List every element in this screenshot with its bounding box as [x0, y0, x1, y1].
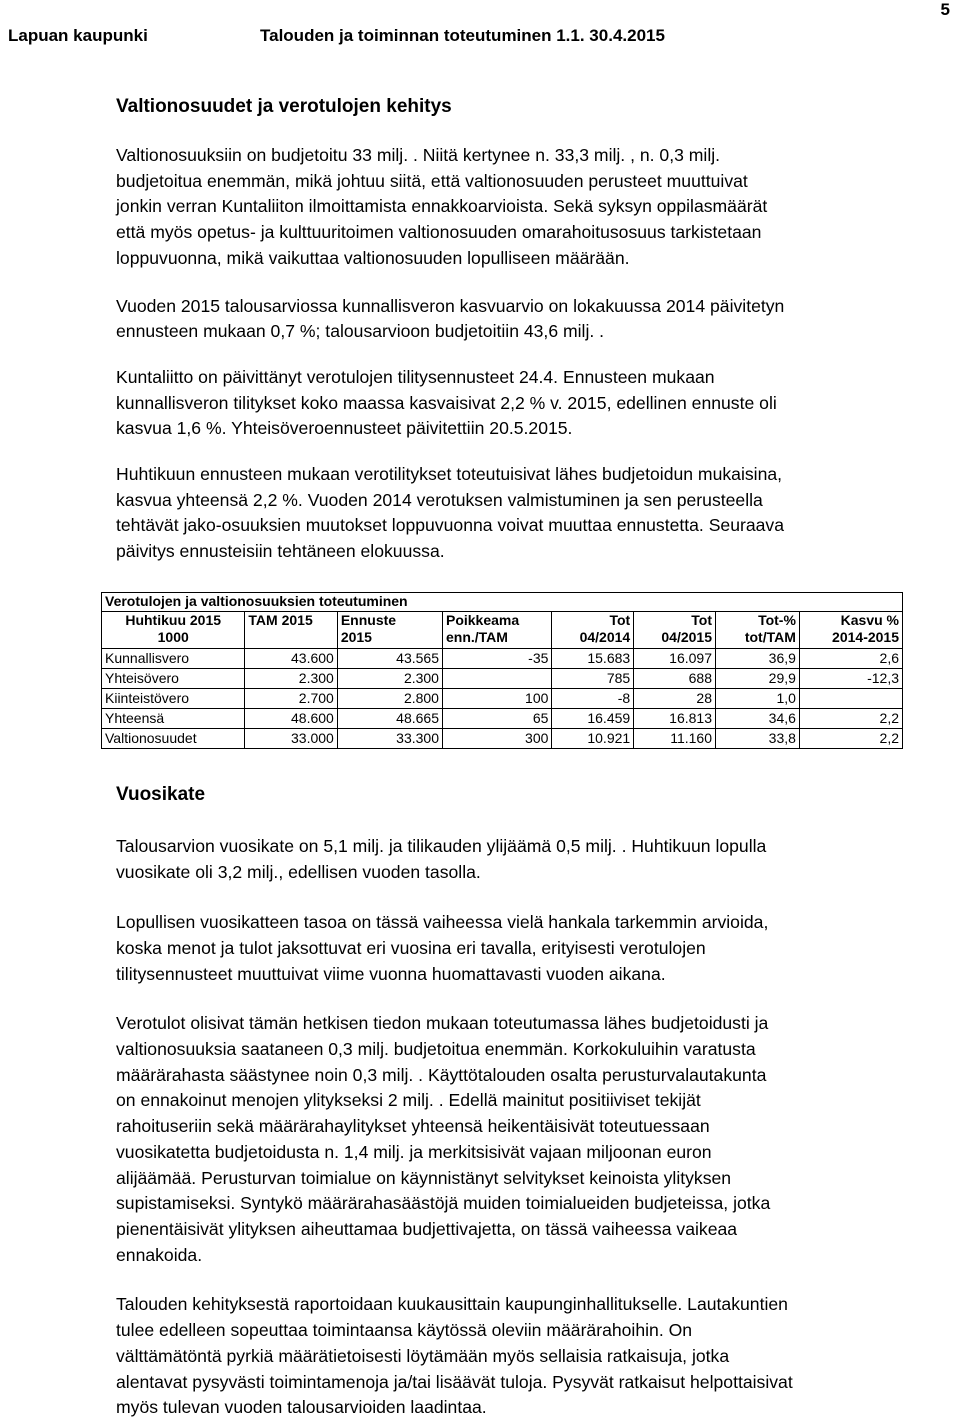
- table-cell: 16.097: [634, 648, 716, 668]
- paragraph: Kuntaliitto on päivittänyt verotulojen tilitysennusteet 24.4. Ennusteen mukaan kunnallisveron tilitykset koko maassa kasvaisivat 2,2 % v. 2015, edellinen ennuste oli kasvua 1,6 %. Yhteisöveroennusteet päivitettiin 20.5.2015.: [116, 366, 777, 439]
- paragraph: Valtionosuuksiin on budjetoitu 33 milj. . Niitä kertynee n. 33,3 milj. , n. 0,3 milj. budjetoitua enemmän, mikä johtuu siitä, että valtionosuuden perusteet muuttuivat jonkin verran Kuntaliiton ilmoittamista ennakkoarvioista. Sekä syksyn oppilasmäärät että myös opetus- ja kulttuuritoimen valtionosuuden omarahoitusosuus tarkistetaan loppuvuonna, mikä vaikuttaa valtionosuuden lopulliseen määrään.: [116, 145, 768, 268]
- table-cell: 16.459: [552, 708, 634, 728]
- paragraph: Vuoden 2015 talousarviossa kunnallisveron kasvuarvio on lokakuussa 2014 päivitetyn ennusteen mukaan 0,7 %; talousarvioon budjetoitiin 43,6 milj. .: [116, 295, 785, 342]
- table-cell: 36,9: [715, 648, 799, 668]
- table-cell: -35: [442, 648, 551, 668]
- table-cell: 34,6: [715, 708, 799, 728]
- table-cell: -8: [552, 688, 634, 708]
- paragraph: Verotulot olisivat tämän hetkisen tiedon mukaan toteutumassa lähes budjetoidusti ja valtionosuuksia saataneen 0,3 milj. budjetoitua enemmän. Korkokuluihin varatusta määrärahasta säästynee noin 0,3 milj. . Käyttötalouden osalta perusturvalautakunta on ennakoinut menojen ylitykseksi 2 milj. . Edellä mainitut positiiviset tekijät rahoituseriin sekä määrärahaylitykset yhteensä heikentäisivät toteutuessaan vuosikatetta budjetoidusta n. 1,4 milj. ja merkitsisivät vajaan miljoonan euron alijäämää. Perusturvan toimialue on käynnistänyt selvitykset keinoista ylityksen supistamiseksi. Syntykö määrärahasäästöjä muiden toimialueiden budjeteissa, jotka pienentäisivät ylityksen aiheuttamaa budjettivajetta, on tässä vaiheessa vaikeaa ennakoida.: [116, 1013, 771, 1265]
- column-header: Tot 04/2014: [552, 611, 634, 648]
- table-cell: Kunnallisvero: [102, 648, 245, 668]
- document-body: [105, 95, 958, 1421]
- table-cell: [442, 668, 551, 688]
- report-title: Talouden ja toiminnan toteutuminen 1.1. 30.4.2015: [260, 26, 665, 45]
- section-title-vuosikate: Vuosikate: [116, 783, 206, 805]
- table-cell: 2.800: [337, 688, 442, 708]
- table-cell: 2,2: [799, 728, 902, 748]
- tax-revenue-table: [101, 592, 903, 749]
- table-cell: 100: [442, 688, 551, 708]
- table-cell: 48.665: [337, 708, 442, 728]
- table-title: Verotulojen ja valtionosuuksien toteutuminen: [102, 592, 903, 611]
- table-cell: 2.700: [245, 688, 337, 708]
- table-cell: 11.160: [634, 728, 716, 748]
- table-cell: 65: [442, 708, 551, 728]
- table-cell: 33.300: [337, 728, 442, 748]
- table-cell: 43.600: [245, 648, 337, 668]
- table-cell: 2,2: [799, 708, 902, 728]
- column-header: TAM 2015: [245, 611, 337, 648]
- table-cell: Yhteisövero: [102, 668, 245, 688]
- table-cell: [799, 688, 902, 708]
- table-cell: 785: [552, 668, 634, 688]
- table-cell: Valtionosuudet: [102, 728, 245, 748]
- table-cell: 10.921: [552, 728, 634, 748]
- table-cell: 43.565: [337, 648, 442, 668]
- table-row: [102, 728, 903, 748]
- table-cell: 300: [442, 728, 551, 748]
- table-row: [102, 668, 903, 688]
- table-cell: 29,9: [715, 668, 799, 688]
- paragraph: Huhtikuun ennusteen mukaan verotilitykset toteutuisivat lähes budjetoidun mukaisina, kasvua yhteensä 2,2 %. Vuoden 2014 verotuksen valmistuminen ja sen perusteella tehtävät jako-osuuksien muutokset loppuvuonna voivat muuttaa ennustetta. Seuraava päivitys ennusteisiin tehtäneen elokuussa.: [116, 464, 785, 562]
- table-cell: 33,8: [715, 728, 799, 748]
- table-cell: -12,3: [799, 668, 902, 688]
- table-cell: 15.683: [552, 648, 634, 668]
- paragraph: Talousarvion vuosikate on 5,1 milj. ja tilikauden ylijäämä 0,5 milj. . Huhtikuun lopulla vuosikate oli 3,2 milj., edellisen vuoden tasolla.: [116, 835, 767, 882]
- table-cell: 2.300: [337, 668, 442, 688]
- column-header: Poikkeama enn./TAM: [442, 611, 551, 648]
- section-title-valtionosuudet: Valtionosuudet ja verotulojen kehitys: [116, 96, 452, 117]
- table-cell: 16.813: [634, 708, 716, 728]
- paragraph: Lopullisen vuosikatteen tasoa on tässä vaiheessa vielä hankala tarkemmin arvioida, koska menot ja tulot jaksottuvat eri vuosina eri tavalla, erityisesti verotulojen tilitysennusteet muuttuivat viime vuonna huomattavasti vuoden aikana.: [116, 912, 769, 984]
- column-header: Huhtikuu 2015 1000: [102, 611, 245, 648]
- organization-name: Lapuan kaupunki: [8, 26, 148, 45]
- paragraph: Talouden kehityksestä raportoidaan kuukausittain kaupunginhallitukselle. Lautakuntien tulee edelleen sopeuttaa toimintaansa käytössä oleviin määrärahoihin. On välttämätöntä pyrkiä määrätietoisesti löytämään myös sellaisia ratkaisuja, jotka alentavat pysyvästi toimintamenoja ja/tai lisäävät tuloja. Pysyvät ratkaisut helpottaisivat myös tulevan vuoden talousarvioiden laadintaa.: [116, 1294, 793, 1418]
- table-cell: 1,0: [715, 688, 799, 708]
- column-header: Kasvu % 2014-2015: [799, 611, 902, 648]
- table-cell: 2,6: [799, 648, 902, 668]
- table-cell: 48.600: [245, 708, 337, 728]
- table-cell: 688: [634, 668, 716, 688]
- table-row: [102, 688, 903, 708]
- column-header: Tot 04/2015: [634, 611, 716, 648]
- table-cell: Kiinteistövero: [102, 688, 245, 708]
- column-header: Tot-% tot/TAM: [715, 611, 799, 648]
- page-number: 5: [940, 0, 950, 19]
- table-header-row: [102, 611, 903, 648]
- column-header: Ennuste 2015: [337, 611, 442, 648]
- table-cell: 2.300: [245, 668, 337, 688]
- table-cell: 33.000: [245, 728, 337, 748]
- table-row: [102, 648, 903, 668]
- table-cell: Yhteensä: [102, 708, 245, 728]
- table-cell: 28: [634, 688, 716, 708]
- table-row: [102, 708, 903, 728]
